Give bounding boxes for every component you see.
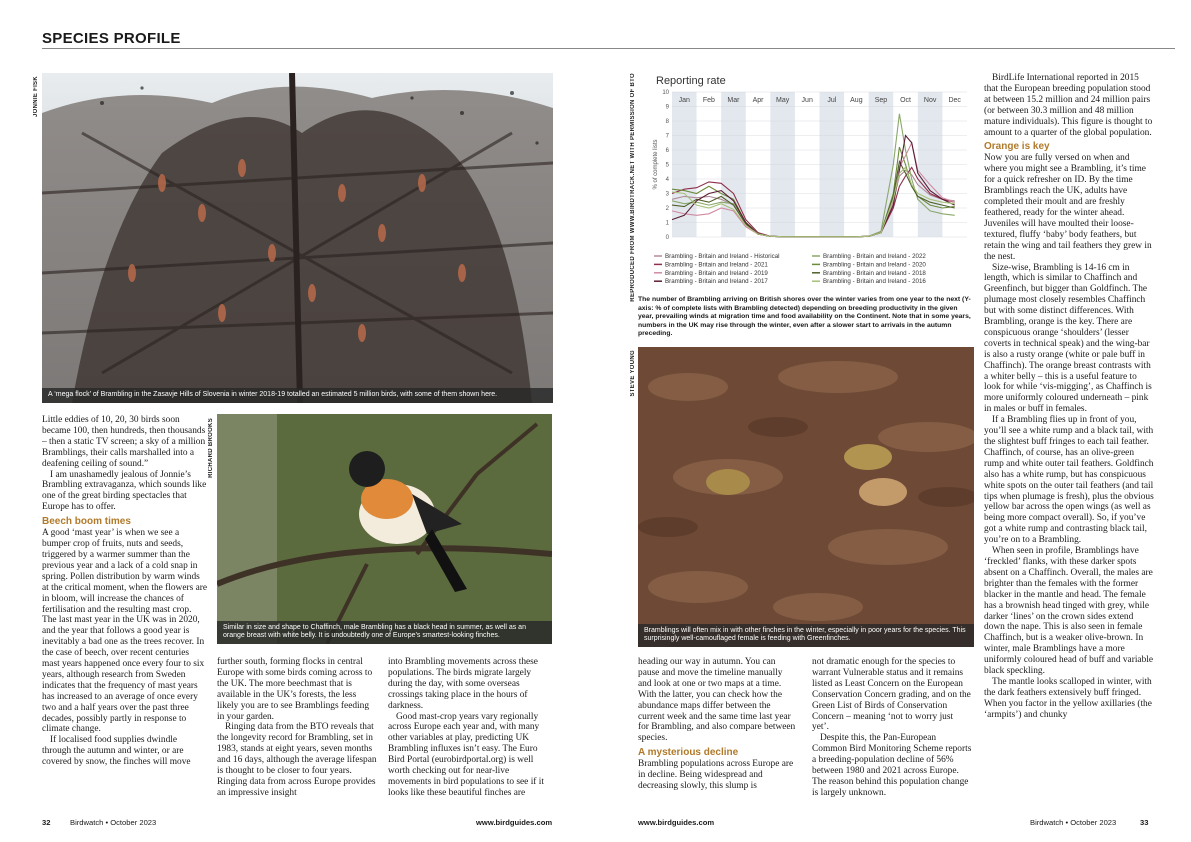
body-column xyxy=(984,73,1154,813)
legend-entry: Brambling - Britain and Ireland - Historical xyxy=(665,253,780,260)
paragraph: Brambling populations across Europe are in decline. Being widespread and decreasing slowly, this slump is xyxy=(638,759,794,792)
x-tick-label: Nov xyxy=(923,97,937,104)
photo-caption: Bramblings will often mix in with other finches in the winter, especially in poor years for the species. This surprisingly well-camouflaged female is feeding with Greenfinches. xyxy=(638,624,974,647)
photo-caption: A ‘mega flock’ of Brambling in the Zasavje Hills of Slovenia in winter 2018-19 totalled an estimated 5 million birds, with some of them shown here. xyxy=(42,388,553,403)
magazine-issue: Birdwatch • October 2023 xyxy=(1030,818,1117,827)
chart-credit: REPRODUCED FROM WWW.BIRDTRACK.NET WITH PERMISSION OF BTO xyxy=(630,73,636,302)
legend-entry: Brambling - Britain and Ireland - 2021 xyxy=(665,261,768,269)
y-tick-label: 10 xyxy=(662,90,669,96)
x-tick-label: Oct xyxy=(900,97,911,104)
y-tick-label: 0 xyxy=(665,235,669,241)
body-column xyxy=(388,657,552,812)
male-brambling-illustration xyxy=(217,414,552,644)
paragraph: If a Brambling flies up in front of you, you’ll see a white rump and a black tail, with the slightest buff fringes to each tail feather. Chaffinch, of course, has an olive-green rump and white outer tail feathers. Goldfinch also has a white rump, but has conspicuous white spots on the outer tail feathers (and tail tips when plumage is fresh), plus the obvious yellow bar across the open wings (as well as being more compact overall). So, if you’ve got a white rump and contrasting black tail, you’re on to a Brambling. xyxy=(984,415,1154,546)
page-number: 32 xyxy=(42,818,51,827)
y-tick-label: 2 xyxy=(665,206,669,212)
paragraph: Good mast-crop years vary regionally across Europe each year and, with many other variables at play, predicting UK Brambling influxes isn’t easy. The Euro Bird Portal (eurobirdportal.org) is well worth checking out for near-live movements in bird populations to see if it looks like these beautiful finches are xyxy=(388,711,544,798)
y-tick-label: 4 xyxy=(665,177,669,183)
photo-credit: STEVE YOUNG xyxy=(630,350,636,397)
tree-illustration xyxy=(42,73,553,403)
header-rule xyxy=(42,48,1175,49)
y-tick-label: 3 xyxy=(665,191,669,198)
y-tick-label: 1 xyxy=(665,220,669,227)
paragraph: Now you are fully versed on when and where you might see a Brambling, it’s time for a quick refresher on ID. By the time Bramblings reach the UK, adults have completed their moult and are freshly feathered, ready for the winter ahead. Juveniles will have moulted their loose-textured, fluffy ‘baby’ body feathers, but retain the wing and tail feathers they grew in the nest. xyxy=(984,153,1152,262)
x-tick-label: Mar xyxy=(727,97,740,104)
paragraph: If localised food supplies dwindle through the autumn and winter, or are covered by snow, the finches will move xyxy=(42,735,191,768)
page-number: 33 xyxy=(1140,818,1149,827)
chart-title: Reporting rate xyxy=(656,75,726,87)
x-tick-label: Dec xyxy=(948,97,961,104)
magazine-issue: Birdwatch • October 2023 xyxy=(70,818,157,827)
x-tick-label: Aug xyxy=(850,97,863,104)
series-line xyxy=(672,167,955,236)
photo-credit: JONNIE FISK xyxy=(33,76,39,117)
paragraph: BirdLife International reported in 2015 that the European breeding population stood at between 15.2 million and 24 million pairs (or between 30.3 million and 48 million mature individuals). This figure is thought to amount to a quarter of the global population. xyxy=(984,73,1153,138)
legend-entry: Brambling - Britain and Ireland - 2016 xyxy=(823,278,926,286)
paragraph: into Brambling movements across these populations. The birds migrate largely during the day, with some overseas crossings taking place in the hours of darkness. xyxy=(388,657,538,711)
photo-finch-flock xyxy=(638,347,974,647)
y-axis-label: % of complete lists xyxy=(653,139,659,190)
y-tick-label: 6 xyxy=(665,148,669,154)
paragraph: further south, forming flocks in central Europe with some birds coming across to the UK. The more beechmast that is available in the UK’s forests, the less likely you are to see Bramblings feeding in your garden. xyxy=(217,657,373,722)
body-column xyxy=(812,657,972,812)
paragraph: heading our way in autumn. You can pause and move the timeline manually and look at one or two maps at a time. With the latter, you can check how the abundance maps differ between the current week and the same time last year for Brambling, and also compare between species. xyxy=(638,657,796,744)
x-tick-label: Jul xyxy=(827,97,837,104)
subheading: Orange is key xyxy=(984,141,1050,153)
subheading: Beech boom times xyxy=(42,516,131,528)
x-tick-label: Apr xyxy=(752,97,764,104)
website-url: www.birdguides.com xyxy=(476,818,553,827)
x-tick-label: May xyxy=(776,97,790,104)
subheading: A mysterious decline xyxy=(638,747,739,759)
finch-flock-illustration xyxy=(638,347,974,647)
chart-caption: The number of Brambling arriving on British shores over the winter varies from one year to the next (Y-axis: % of complete lists with Brambling detected) depending on breeding productivity in the given year, prevailing winds at migration time and food availability on the Continent. Note that in some years, numbers in the UK may rise through the winter, even after a slower start to arrivals in the autumn preceding. xyxy=(638,296,971,338)
reporting-rate-chart xyxy=(642,70,976,292)
paragraph: The mantle looks scalloped in winter, with the dark feathers extensively buff fringed. When you factor in the yellow axillaries (the ‘armpits’) and chunky xyxy=(984,676,1152,720)
x-tick-label: Jan xyxy=(678,97,690,104)
paragraph: When seen in profile, Bramblings have ‘freckled’ flanks, with these darker spots absent on a Chaffinch. Overall, the males are brighter than the females with the former blacker in the mantle and head. The female has a brownish head tinged with grey, while darker ‘lines’ on the crown sides extend down the nape. This is also seen in female Chaffinch, but is a weaker olive-brown. In winter, male Bramblings have a more uniformly coloured head of buff and variable black speckling. xyxy=(984,546,1154,677)
photo-caption: Similar in size and shape to Chaffinch, male Brambling has a black head in summer, as well as an orange breast with white belly. It is undoubtedly one of Europe’s smartest-looking finches. xyxy=(217,621,552,644)
paragraph: Despite this, the Pan-European Common Bird Monitoring Scheme reports a breeding-population decline of 56% between 1980 and 2021 across Europe. The reason behind this population change is largely unknown. xyxy=(812,733,972,798)
y-tick-label: 8 xyxy=(665,119,669,125)
body-column xyxy=(638,657,798,812)
y-tick-label: 9 xyxy=(665,104,669,111)
legend-entry: Brambling - Britain and Ireland - 2019 xyxy=(665,269,768,277)
y-tick-label: 7 xyxy=(665,133,669,140)
x-tick-label: Sep xyxy=(874,97,888,104)
legend-entry: Brambling - Britain and Ireland - 2017 xyxy=(665,278,768,286)
paragraph: Ringing data from the BTO reveals that the longevity record for Brambling, set in 1983, stands at eight years, seven months and 16 days, although the average lifespan is thought to be closer to four years. Ringing data from across Europe provides an impressive insight xyxy=(217,722,377,798)
legend-entry: Brambling - Britain and Ireland - 2020 xyxy=(823,261,926,269)
photo-credit: RICHARD BROOKS xyxy=(208,418,214,478)
body-column xyxy=(217,657,377,812)
paragraph: not dramatic enough for the species to warrant Vulnerable status and it remains listed as Least Concern on the European Conservation Concern grading, and on the Green List of Birds of Conservation Concern – meaning ‘not to worry just yet’. xyxy=(812,657,971,733)
section-header: SPECIES PROFILE xyxy=(42,30,181,47)
series-line xyxy=(672,167,955,236)
x-tick-label: Jun xyxy=(801,97,813,104)
x-tick-label: Feb xyxy=(702,97,715,104)
photo-male-brambling xyxy=(217,414,552,644)
paragraph: I am unashamedly jealous of Jonnie’s Brambling extravaganza, which sounds like one of the great birding spectacles that Europe has to offer. xyxy=(42,469,207,513)
series-line xyxy=(672,162,955,237)
legend-entry: Brambling - Britain and Ireland - 2022 xyxy=(823,253,926,260)
website-url: www.birdguides.com xyxy=(638,818,715,827)
body-column xyxy=(42,415,208,811)
y-tick-label: 5 xyxy=(665,162,669,169)
paragraph: Little eddies of 10, 20, 30 birds soon became 100, then hundreds, then thousands – then a static TV screen; a sky of a million Bramblings, their calls marshalled into a deafening ceiling of sound.” xyxy=(42,415,206,469)
paragraph: Size-wise, Brambling is 14-16 cm in length, which is similar to Chaffinch and Greenfinch, but bigger than Goldfinch. The plumage most closely resembles Chaffinch but with some distinct differences. With Brambling, orange is the key. There are conspicuous orange ‘shoulders’ (lesser coverts in technical speak) and the wing-bar is also a rusty orange (white or pale buff in Chaffinch). The orange breast contrasts with a whiter belly – this is a useful feature to look for while ‘vis-migging’, as Chaffinch is more uniformly coloured underneath – pink in males or buff in females. xyxy=(984,262,1152,415)
photo-mega-flock xyxy=(42,73,553,403)
legend-entry: Brambling - Britain and Ireland - 2018 xyxy=(823,269,926,277)
paragraph: A good ‘mast year’ is when we see a bumper crop of fruits, nuts and seeds, triggered by a warmer summer than the previous year and a lack of a cold snap in spring. Pollen distribution by warm winds at the critical moment, when the flowers are in bloom, will increase the chances of fertilisation and the resulting mast crop. The last mast year in the UK was in 2020, and the year that follows a good year is inevitably a bad one as the trees recover. In the case of beech, over recent centuries mast years happened once every four to six years, although research from Sweden indicates that the frequency of mast years has increased to an average of once every two and a half years over the past three decades, possibly partly in response to climate change. xyxy=(42,528,208,735)
